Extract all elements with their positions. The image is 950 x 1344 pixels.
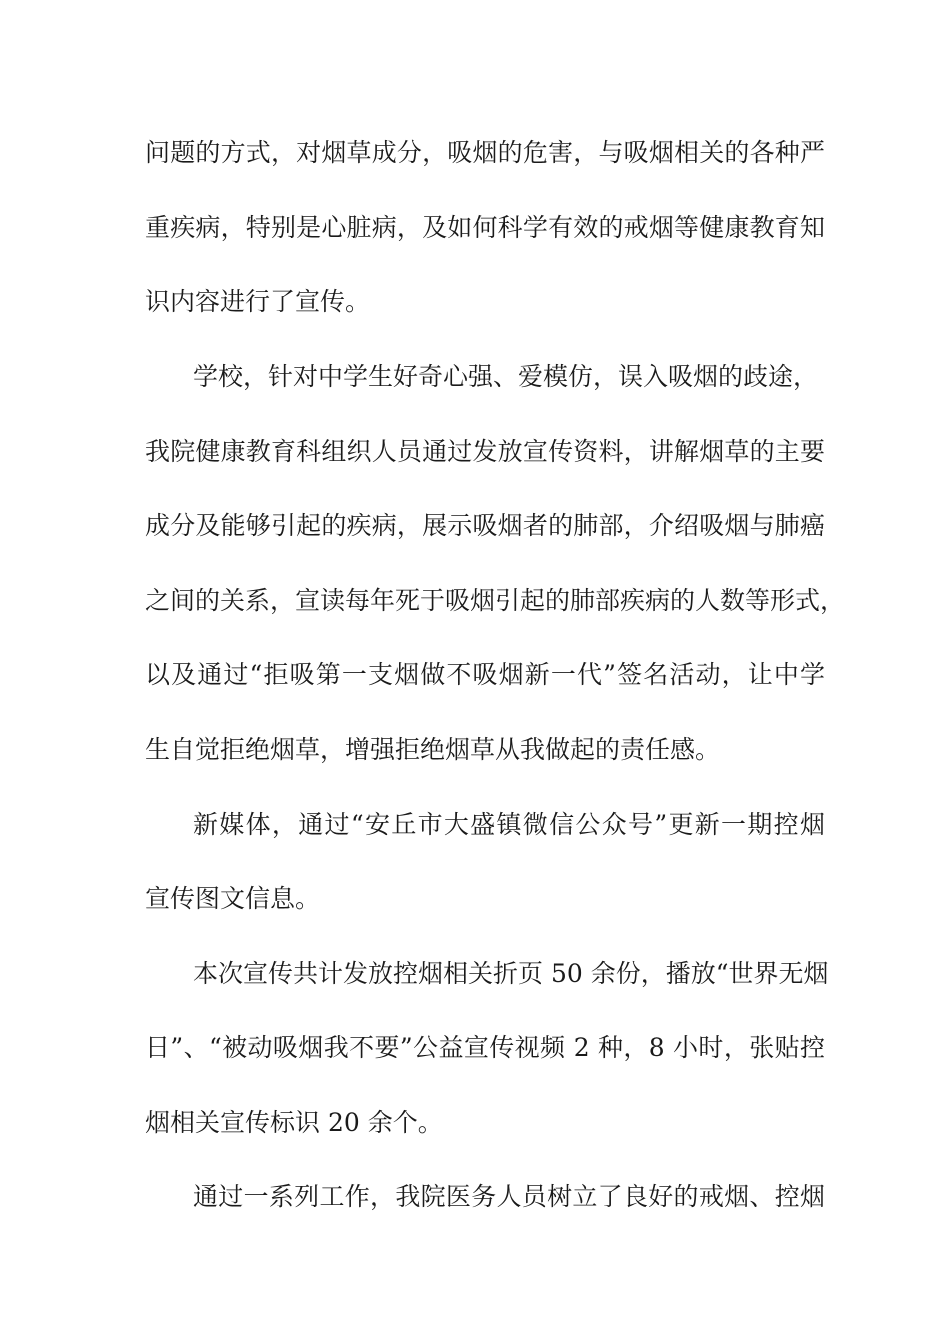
paragraph-start-line: 新媒体，通过“安丘市大盛镇微信公众号”更新一期控烟 xyxy=(193,810,825,839)
paragraph-start-line: 通过一系列工作，我院医务人员树立了良好的戒烟、控烟 xyxy=(193,1182,825,1211)
text-line: 重疾病，特别是心脏病，及如何科学有效的戒烟等健康教育知 xyxy=(145,213,825,242)
text-line: 生自觉拒绝烟草，增强拒绝烟草从我做起的责任感。 xyxy=(145,735,721,764)
text-line: 成分及能够引起的疾病，展示吸烟者的肺部，介绍吸烟与肺癌 xyxy=(145,511,825,540)
paragraph-start-line: 本次宣传共计发放控烟相关折页 50 余份，播放“世界无烟 xyxy=(193,959,829,988)
text-line: 宣传图文信息。 xyxy=(145,884,321,913)
text-line: 问题的方式，对烟草成分，吸烟的危害，与吸烟相关的各种严 xyxy=(145,138,825,167)
text-line: 我院健康教育科组织人员通过发放宣传资料，讲解烟草的主要 xyxy=(145,437,825,466)
text-line: 烟相关宣传标识 20 余个。 xyxy=(145,1108,443,1137)
text-line: 之间的关系，宣读每年死于吸烟引起的肺部疾病的人数等形式， xyxy=(145,586,846,615)
text-line: 识内容进行了宣传。 xyxy=(145,287,371,316)
text-line: 以及通过“拒吸第一支烟做不吸烟新一代”签名活动，让中学 xyxy=(145,660,825,689)
text-line: 日”、“被动吸烟我不要”公益宣传视频 2 种，8 小时，张贴控 xyxy=(145,1033,825,1062)
paragraph-start-line: 学校，针对中学生好奇心强、爱模仿，误入吸烟的歧途， xyxy=(193,362,819,391)
